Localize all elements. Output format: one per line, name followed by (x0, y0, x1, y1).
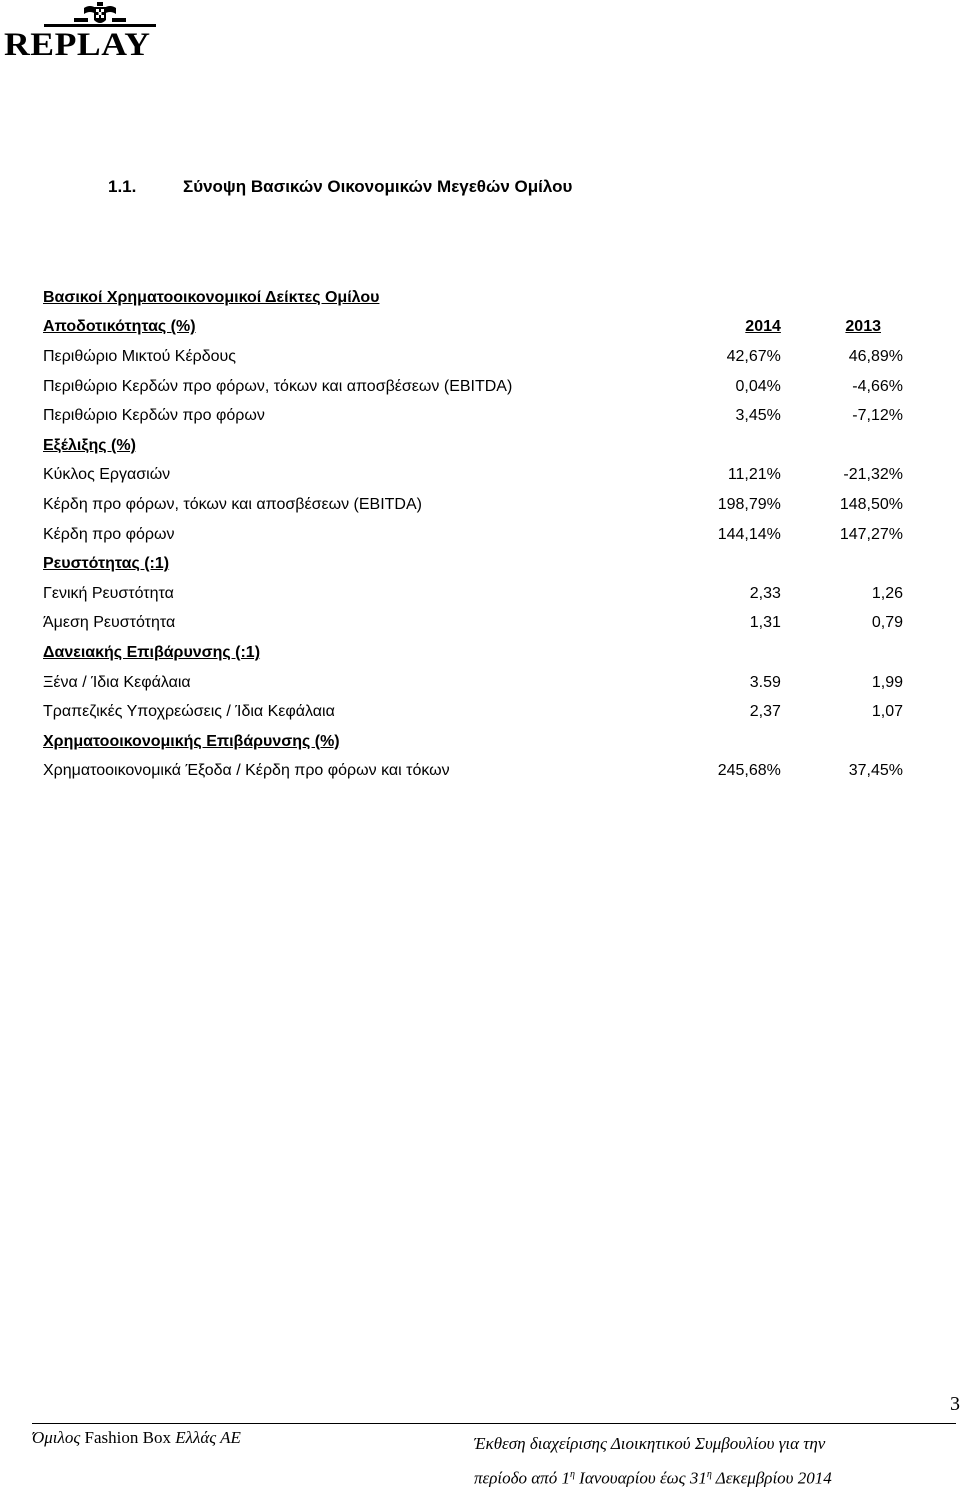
section-heading (108, 177, 572, 197)
table-row (43, 372, 903, 402)
table-group-row (43, 549, 903, 579)
table-group-row (43, 727, 903, 757)
table-row (43, 401, 903, 431)
header-year-2014: 2014 (745, 318, 781, 336)
value-2014: 144,14% (717, 525, 781, 543)
row-label: Περιθώριο Κερδών προ φόρων (43, 407, 265, 425)
row-label: Χρηματοοικονομικά Έξοδα / Κέρδη προ φόρων και τόκων (43, 762, 450, 780)
value-2014: 1,31 (749, 614, 781, 632)
footer-company (32, 1428, 241, 1448)
value-2014: 2,33 (749, 584, 781, 602)
table-title-row (43, 283, 903, 313)
group-label: Δανειακής Επιβάρυνσης (:1) (43, 643, 261, 661)
group-label: Χρηματοοικονομικής Επιβάρυνσης (%) (43, 732, 340, 750)
value-2013: 1,26 (871, 584, 903, 602)
value-2013: 148,50% (839, 495, 903, 513)
value-2014: 2,37 (749, 703, 781, 721)
value-2014: 0,04% (735, 377, 781, 395)
row-label: Κέρδη προ φόρων, τόκων και αποσβέσεων (EBITDA) (43, 495, 422, 513)
table-group-row (43, 431, 903, 461)
value-2013: -4,66% (852, 377, 903, 395)
logo-text: REPLAY (4, 27, 151, 63)
value-2014: 198,79% (717, 495, 781, 513)
value-2014: 3,45% (735, 407, 781, 425)
header-year-2013: 2013 (845, 318, 881, 336)
row-label: Κύκλος Εργασιών (43, 466, 171, 484)
table-row (43, 668, 903, 698)
company-logo (4, 0, 196, 64)
row-label: Τραπεζικές Υποχρεώσεις / Ίδια Κεφάλαια (43, 703, 335, 721)
value-2013: 46,89% (848, 347, 903, 365)
footer-left-company: Fashion Box (84, 1428, 171, 1447)
value-2013: 37,45% (848, 762, 903, 780)
value-2014: 3.59 (749, 673, 781, 691)
section-number: 1.1. (108, 177, 137, 196)
footer-right-line2 (474, 1459, 832, 1494)
table-row (43, 520, 903, 550)
value-2014: 11,21% (727, 466, 781, 484)
table-row (43, 757, 903, 787)
crest-icon (4, 0, 196, 30)
group-label: Ρευστότητας (:1) (43, 555, 170, 573)
table-group-row (43, 638, 903, 668)
footer-divider (32, 1423, 956, 1424)
header-label: Αποδοτικότητας (%) (43, 318, 196, 336)
value-2013: 147,27% (839, 525, 903, 543)
footer-period-end: Δεκεμβρίου 2014 (715, 1468, 832, 1488)
footer-left-prefix: Όμιλος (32, 1428, 81, 1447)
table-row (43, 490, 903, 520)
table-title: Βασικοί Χρηματοοικονομικοί Δείκτες Ομίλου (43, 288, 380, 306)
row-label: Άμεση Ρευστότητα (43, 614, 176, 632)
row-label: Περιθώριο Κερδών προ φόρων, τόκων και αποσβέσεων (EBITDA) (43, 377, 513, 395)
row-label: Γενική Ρευστότητα (43, 584, 174, 602)
table-row (43, 342, 903, 372)
footer-period-mid: Ιανουαρίου έως 31 (579, 1468, 707, 1488)
page-number: 3 (950, 1393, 960, 1415)
table-row (43, 697, 903, 727)
section-title: Σύνοψη Βασικών Οικονομικών Μεγεθών Ομίλου (183, 177, 573, 196)
financial-indicators-table (43, 283, 903, 786)
table-row (43, 579, 903, 609)
footer-sup-1: η (569, 1469, 575, 1480)
row-label: Περιθώριο Μικτού Κέρδους (43, 347, 236, 365)
footer-right-line1: Έκθεση διαχείρισης Διοικητικού Συμβουλίου για την (474, 1434, 826, 1453)
footer-period-start: περίοδο από 1 (474, 1468, 570, 1488)
group-label: Εξέλιξης (%) (43, 436, 136, 454)
value-2013: 1,07 (871, 703, 903, 721)
value-2014: 245,68% (717, 762, 781, 780)
table-header-row (43, 313, 903, 343)
value-2013: 1,99 (871, 673, 903, 691)
value-2013: -7,12% (852, 407, 903, 425)
footer-report-title (474, 1428, 832, 1494)
value-2013: -21,32% (843, 466, 903, 484)
footer-sup-2: η (706, 1469, 712, 1480)
row-label: Κέρδη προ φόρων (43, 525, 175, 543)
value-2014: 42,67% (726, 347, 781, 365)
table-row (43, 461, 903, 491)
value-2013: 0,79 (871, 614, 903, 632)
footer-left-suffix: Ελλάς ΑΕ (175, 1428, 241, 1447)
table-row (43, 609, 903, 639)
row-label: Ξένα / Ίδια Κεφάλαια (43, 673, 191, 691)
